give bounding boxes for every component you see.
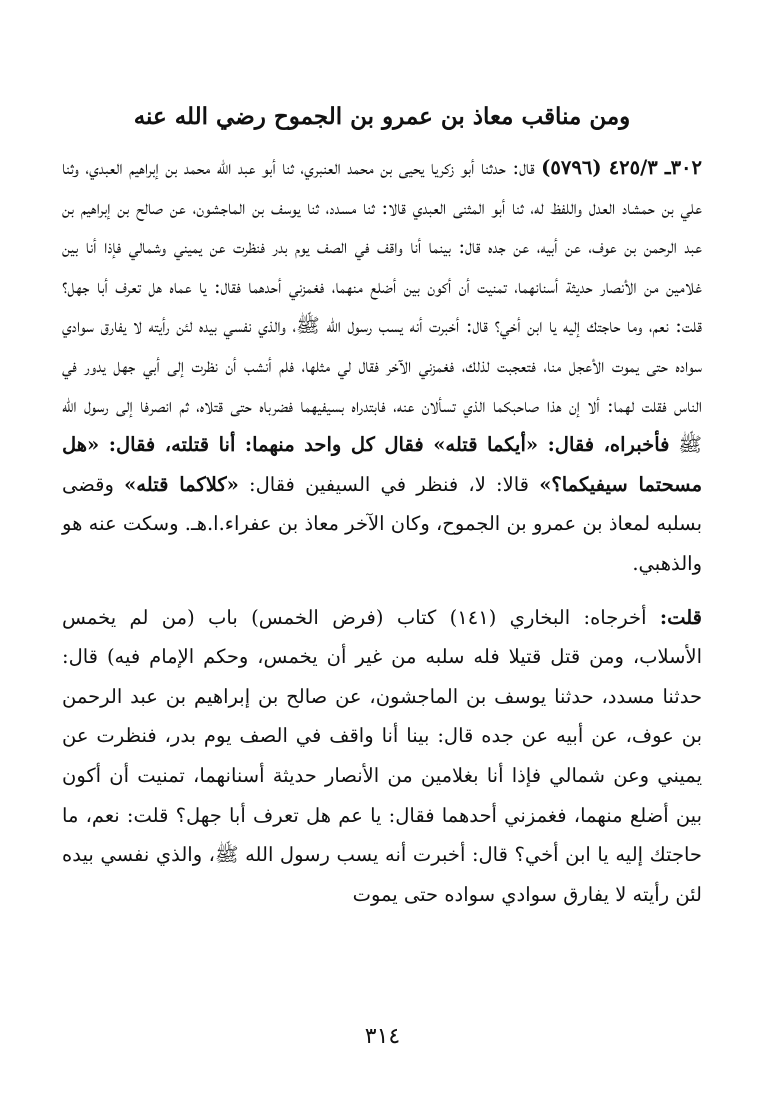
- hadith-text-part-1: قال: حدثنا أبو زكريا يحيى بن محمد العنبري، ثنا أبو عبد الله محمد بن إبراهيم العبدي، وثنا علي بن حمشاد العدل واللفظ له، ثنا أبو المثنى العبدي قالا: ثنا مسدد، ثنا يوسف بن الماجشون، عن صالح بن إبراهيم بن عبد الرحمن بن عوف، عن أبيه، عن جده قال: بينما أنا واقف في الصف يوم بدر فنظرت عن يميني وشمالي فإذا أنا بين غلامين من الأنصار حديثة أسنانهما، تمنيت أن أكون بين أضلع منهما، فغمزني أحدهما فقال: يا عماه هل تعرف أبا جهل؟ قلت: نعم، وما حاجتك إليه يا ابن أخي؟ قال: أخبرت أنه يسب رسول الله ﷺ، والذي نفسي بيده لئن رأيته لا يفارق سوادي سواده حتى يموت الأعجل منا، فتعجبت لذلك، فغمزني الآخر فقال لي مثلها، فلم أنشب أن نظرت إلى أبي جهل يدور في الناس فقلت لهما: ألا إن هذا صاحبكما الذي تسألان عنه، فابتدراه بسيفيهما فضرباه حتى قتلاه، ثم انصرفا إلى رسول الله ﷺ: [62, 156, 702, 457]
- hadith-paragraph: [62, 148, 702, 584]
- page-number: ٣١٤: [364, 1024, 401, 1049]
- commentary-label: قلت:: [659, 605, 702, 629]
- section-heading: ومن مناقب معاذ بن عمرو بن الجموح رضي الله عنه: [133, 103, 631, 130]
- page-body: [62, 100, 702, 914]
- hadith-text-part-2: فأخبراه، فقال: «أيكما قتله» فقال كل واحد منهما: أنا قتلته، فقال: «هل مسحتما سيفيكما؟»: [62, 433, 703, 496]
- hadith-text-part-5: وقضى بسلبه لمعاذ بن عمرو بن الجموح، وكان الآخر معاذ بن عفراء.ا.هـ. وسكت عنه هو والذهبي.: [62, 472, 702, 575]
- commentary-paragraph: [62, 598, 702, 915]
- hadith-number: ٣٠٢ـ ٤٢٥/٣ (٥٧٩٦): [541, 156, 702, 179]
- hadith-text-part-4: «كلاكما قتله»: [124, 472, 239, 496]
- hadith-text-part-3: قالا: لا، فنظر في السيفين فقال:: [238, 472, 540, 496]
- commentary-text: أخرجاه: البخاري (١٤١) كتاب (فرض الخمس) باب (من لم يخمس الأسلاب، ومن قتل قتيلا فله سلبه من غير أن يخمس، وحكم الإمام فيه) قال: حدثنا مسدد، حدثنا يوسف بن الماجشون، عن صالح بن إبراهيم بن عبد الرحمن بن عوف، عن أبيه عن جده قال: بينا أنا واقف في الصف يوم بدر، فنظرت عن يميني وعن شمالي فإذا أنا بغلامين من الأنصار حديثة أسنانهما، تمنيت أن أكون بين أضلع منهما، فغمزني أحدهما فقال: يا عم هل تعرف أبا جهل؟ قلت: نعم، ما حاجتك إليه يا ابن أخي؟ قال: أخبرت أنه يسب رسول الله ﷺ، والذي نفسي بيده لئن رأيته لا يفارق سوادي سواده حتى يموت: [62, 605, 702, 906]
